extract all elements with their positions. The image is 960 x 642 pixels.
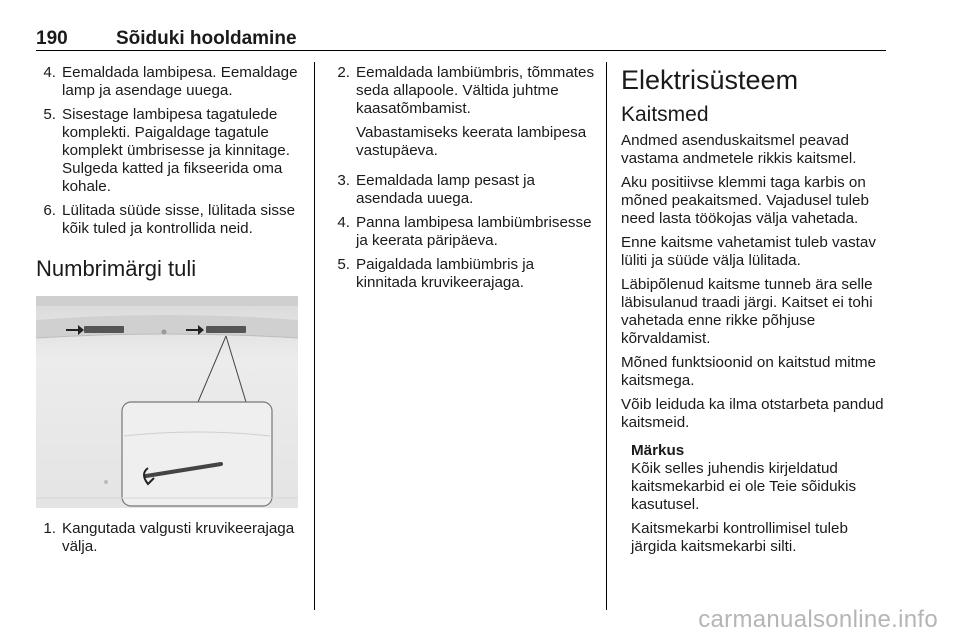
step-number: 6. [43, 202, 56, 219]
steps-list-3 [330, 64, 596, 292]
step-text: Paigaldada lambiümbris ja kinnitada kruvikeerajaga. [356, 256, 535, 291]
paragraph: Aku positiivse klemmi taga karbis on mõned peakaitsmed. Vajadusel tuleb need lasta töökojas välja vahetada. [621, 174, 869, 227]
list-item [36, 64, 302, 100]
steps-list-1 [36, 64, 302, 238]
step-text: Eemaldada lambipesa. Eemaldage lamp ja asendage uuega. [62, 64, 298, 99]
section-heading: Numbrimärgi tuli [36, 256, 197, 281]
header-rule [36, 50, 886, 51]
note-box [631, 442, 889, 556]
list-item [330, 214, 596, 250]
step-number: 5. [43, 106, 56, 123]
steps-list-2 [36, 520, 302, 556]
paragraph: Võib leiduda ka ilma otstarbeta pandud kaitsmeid. [621, 396, 884, 431]
step-number: 3. [337, 172, 350, 189]
note-paragraph: Kaitsmekarbi kontrollimisel tuleb järgida kaitsmekarbi silti. [631, 520, 848, 555]
step-text: Panna lambipesa lambiümbrisesse ja keerata päripäeva. [356, 214, 592, 249]
column-1 [36, 64, 302, 562]
step-text: Sisestage lambipesa tagatulede komplekti. Paigaldage tagatule komplekt ümbrisesse ja kinnitage. Sulgeda katted ja fikseerida oma kohale. [62, 106, 290, 195]
step-body [356, 64, 596, 166]
page-number: 190 [36, 28, 68, 49]
step-text: Lülitada süüde sisse, lülitada sisse kõik tuled ja kontrollida neid. [62, 202, 296, 237]
list-item [330, 172, 596, 208]
chapter-heading: Elektrisüsteem [621, 65, 799, 95]
section-heading: Kaitsmed [621, 103, 709, 126]
list-item [36, 520, 302, 556]
page-header [36, 28, 886, 50]
step-text: Eemaldada lamp pesast ja asendada uuega. [356, 172, 535, 207]
column-3 [621, 64, 889, 562]
column-divider-2 [606, 62, 607, 610]
list-item [36, 202, 302, 238]
page-title: Sõiduki hooldamine [116, 28, 297, 49]
list-item [36, 106, 302, 196]
paragraph: Andmed asenduskaitsmel peavad vastama andmetele rikkis kaitsmel. [621, 132, 857, 167]
note-title: Märkus [631, 442, 685, 459]
column-2 [330, 64, 596, 298]
paragraph: Enne kaitsme vahetamist tuleb vastav lüliti ja süüde välja lülitada. [621, 234, 876, 269]
list-item [330, 256, 596, 292]
step-number: 5. [337, 256, 350, 273]
step-text: Eemaldada lambiümbris, tõmmates seda allapoole. Vältida juhtme kaasatõmbamist. [356, 64, 595, 117]
step-text: Kangutada valgusti kruvikeerajaga välja. [62, 520, 295, 555]
watermark: carmanualsonline.info [698, 606, 938, 633]
step-number: 4. [43, 64, 56, 81]
license-plate-light-illustration [36, 296, 298, 508]
column-divider-1 [314, 62, 315, 610]
note-paragraph: Kõik selles juhendis kirjeldatud kaitsmekarbid ei ole Teie sõidukis kasutusel. [631, 460, 857, 513]
step-number: 4. [337, 214, 350, 231]
list-item [330, 64, 596, 166]
paragraph: Mõned funktsioonid on kaitstud mitme kaitsmega. [621, 354, 876, 389]
step-extra-text: Vabastamiseks keerata lambipesa vastupäeva. [356, 124, 587, 159]
step-number: 1. [43, 520, 56, 537]
paragraph: Läbipõlenud kaitsme tunneb ära selle läbisulanud traadi järgi. Kaitset ei tohi vahetada enne rikke põhjuse kõrvaldamist. [621, 276, 873, 347]
step-number: 2. [337, 64, 350, 81]
